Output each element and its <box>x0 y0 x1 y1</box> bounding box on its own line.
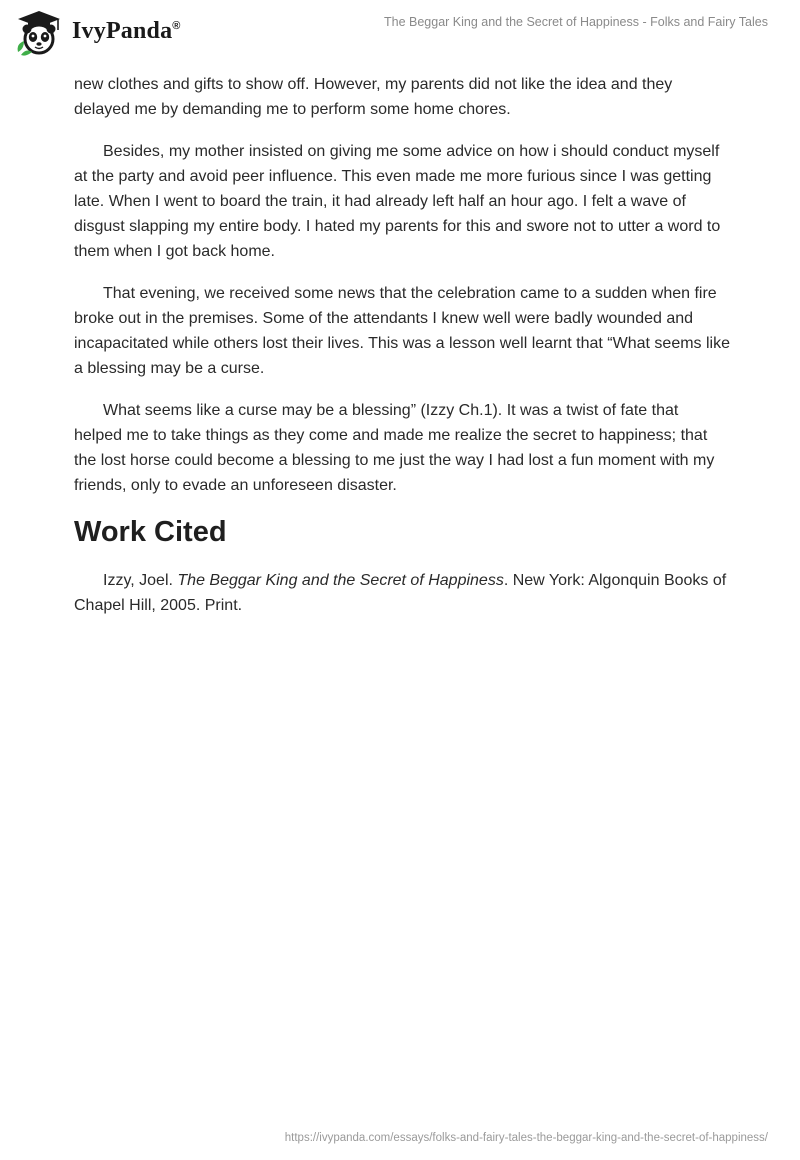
citation-entry <box>74 568 730 618</box>
citation-details: . New York: Algonquin Books of Chapel Hill, 2005. Print. <box>74 572 727 614</box>
page-header <box>0 0 800 70</box>
registered-mark: ® <box>172 19 181 32</box>
source-url[interactable]: https://ivypanda.com/essays/folks-and-fairy-tales-the-beggar-king-and-the-secret-of-happiness/ <box>284 1132 768 1144</box>
paragraph-4: What seems like a curse may be a blessing” (Izzy Ch.1). It was a twist of fate that helped me to take things as they come and made me realize the secret to happiness; that the lost horse could become a blessing to me just the way I had lost a fun moment with my friends, only to evade an unforeseen disaster. <box>74 402 715 494</box>
paragraph-3: That evening, we received some news that the celebration came to a sudden when fire broke out in the premises. Some of the attendants I knew well were badly wounded and incapacitated while others lost their lives. This was a lesson well learnt that “What seems like a blessing may be a curse. <box>74 285 730 377</box>
citation-title: The Beggar King and the Secret of Happiness <box>177 572 504 589</box>
works-cited-heading: Work Cited <box>74 516 227 548</box>
paragraph-1: new clothes and gifts to show off. However, my parents did not like the idea and they delayed me by demanding me to perform some home chores. <box>74 76 673 118</box>
panda-graduate-icon <box>14 8 64 58</box>
brand-name: IvyPanda® <box>72 17 181 44</box>
essay-content <box>74 72 730 635</box>
document-title: The Beggar King and the Secret of Happiness - Folks and Fairy Tales <box>383 15 768 29</box>
paragraph-2: Besides, my mother insisted on giving me some advice on how i should conduct myself at the party and avoid peer influence. This even made me more furious since I was getting late. When I went to board the train, it had already left half an hour ago. I felt a wave of disgust slapping my entire body. I hated my parents for this and swore not to utter a word to them when I got back home. <box>74 143 721 260</box>
ivypanda-logo[interactable] <box>14 8 181 58</box>
citation-author: Izzy, Joel. <box>103 572 178 589</box>
